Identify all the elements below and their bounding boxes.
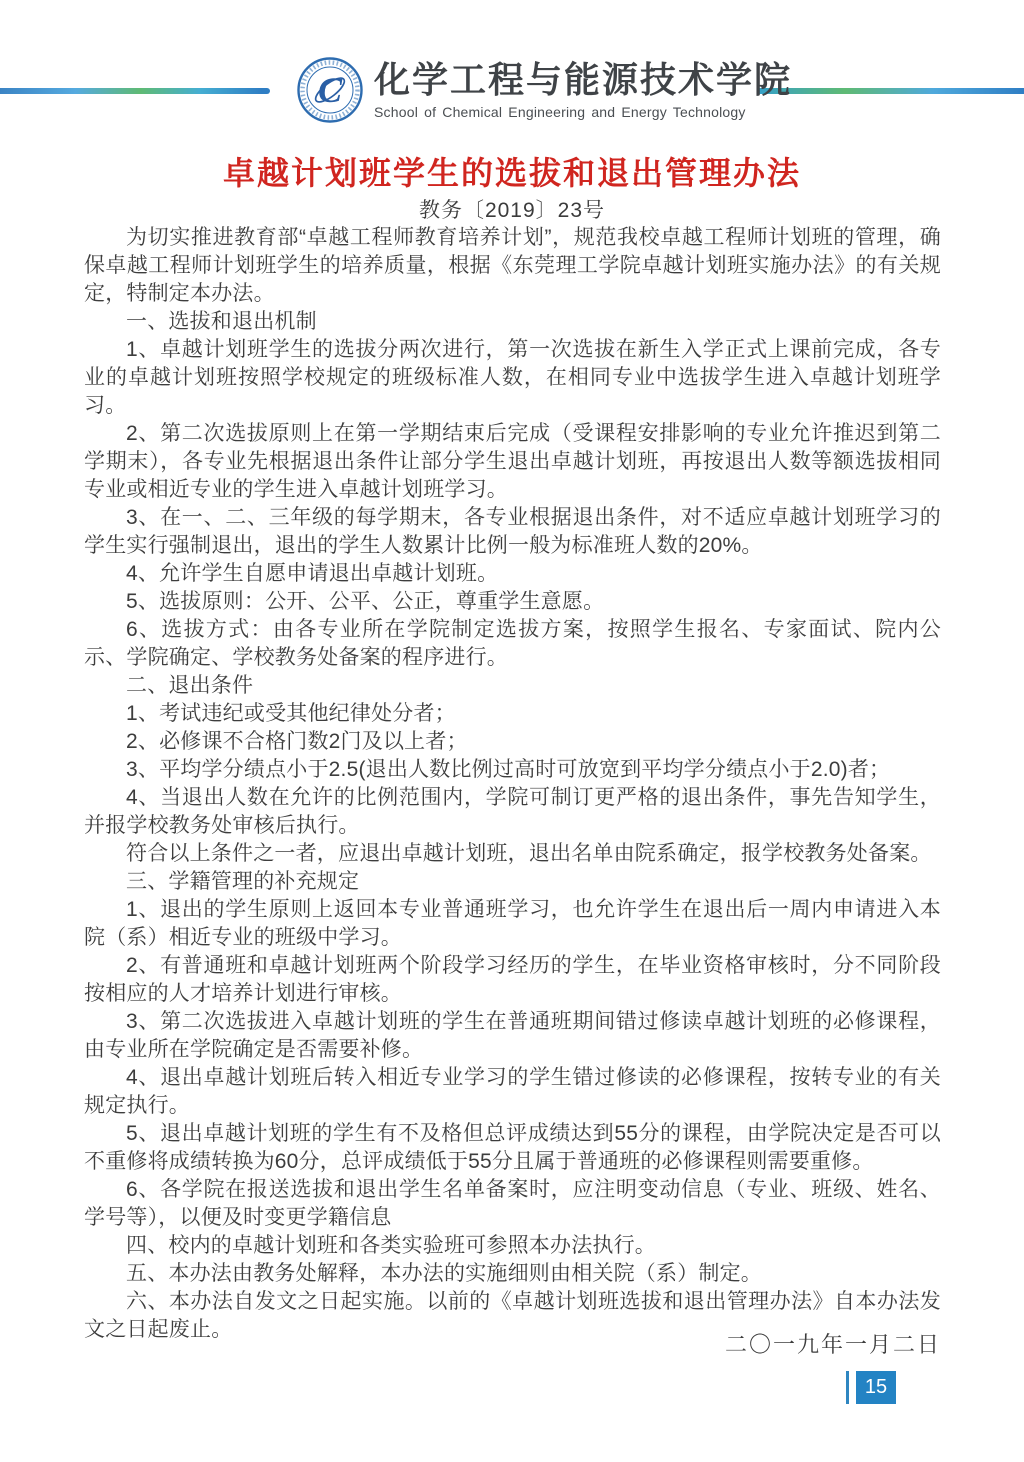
paragraph: 4、允许学生自愿申请退出卓越计划班。 bbox=[126, 562, 499, 585]
paragraph: 一、选拔和退出机制 bbox=[126, 310, 317, 333]
paragraph: 1、卓越计划班学生的选拔分两次进行，第一次选拔在新生入学正式上课前完成，各专业的卓越计划班按照学校规定的班级标准人数，在相同专业中选拔学生进入卓越计划班学习。 bbox=[84, 338, 941, 417]
paragraph: 4、当退出人数在允许的比例范围内，学院可制订更严格的退出条件，事先告知学生，并报学校教务处审核后执行。 bbox=[84, 786, 941, 837]
paragraph: 6、选拔方式：由各专业所在学院制定选拔方案，按照学生报名、专家面试、院内公示、学院确定、学校教务处备案的程序进行。 bbox=[84, 618, 941, 669]
header-rule-right bbox=[757, 88, 1024, 94]
paragraph: 2、必修课不合格门数2门及以上者； bbox=[126, 730, 468, 753]
college-name bbox=[374, 60, 792, 120]
logo-letter: C bbox=[317, 70, 343, 110]
paragraph: 三、学籍管理的补充规定 bbox=[126, 870, 360, 893]
college-name-en: School of Chemical Engineering and Energy Technology bbox=[374, 103, 746, 120]
paragraph: 四、校内的卓越计划班和各类实验班可参照本办法执行。 bbox=[126, 1234, 656, 1257]
paragraph: 为切实推进教育部“卓越工程师教育培养计划”，规范我校卓越工程师计划班的管理，确保卓越工程师计划班学生的培养质量，根据《东莞理工学院卓越计划班实施办法》的有关规定，特制定本办法。 bbox=[84, 226, 941, 305]
paragraph: 符合以上条件之一者，应退出卓越计划班，退出名单由院系确定，报学校教务处备案。 bbox=[126, 842, 932, 865]
paragraph: 5、选拔原则：公开、公平、公正，尊重学生意愿。 bbox=[126, 590, 605, 613]
paragraph: 1、考试违纪或受其他纪律处分者； bbox=[126, 702, 456, 725]
paragraph: 2、第二次选拔原则上在第一学期结束后完成（受课程安排影响的专业允许推迟到第二学期末），各专业先根据退出条件让部分学生退出卓越计划班，再按退出人数等额选拔相同专业或相近专业的学生进入卓越计划班学习。 bbox=[84, 422, 941, 501]
paragraph: 4、退出卓越计划班后转入相近专业学习的学生错过修读的必修课程，按转专业的有关规定执行。 bbox=[84, 1066, 941, 1117]
paragraph: 六、本办法自发文之日起实施。以前的《卓越计划班选拔和退出管理办法》自本办法发文之日起废止。 bbox=[84, 1290, 941, 1341]
paragraph: 6、各学院在报送选拔和退出学生名单备案时，应注明变动信息（专业、班级、姓名、学号等），以便及时变更学籍信息 bbox=[84, 1178, 941, 1229]
document-body bbox=[84, 224, 941, 1344]
page-number-rule bbox=[846, 1371, 849, 1404]
document-date: 二〇一九年一月二日 bbox=[724, 1332, 941, 1357]
college-brand bbox=[296, 56, 792, 124]
paragraph: 1、退出的学生原则上返回本专业普通班学习，也允许学生在退出后一周内申请进入本院（系）相近专业的班级中学习。 bbox=[84, 898, 941, 949]
paragraph: 3、平均学分绩点小于2.5(退出人数比例过高时可放宽到平均学分绩点小于2.0)者； bbox=[126, 758, 891, 781]
paragraph: 5、退出卓越计划班的学生有不及格但总评成绩达到55分的课程，由学院决定是否可以不重修将成绩转换为60分，总评成绩低于55分且属于普通班的必修课程则需要重修。 bbox=[84, 1122, 941, 1173]
header-rule-left bbox=[0, 88, 270, 94]
paragraph: 五、本办法由教务处解释，本办法的实施细则由相关院（系）制定。 bbox=[126, 1262, 762, 1285]
page-number-area bbox=[846, 1371, 896, 1404]
document-title: 卓越计划班学生的选拔和退出管理办法 bbox=[222, 155, 801, 191]
document-number: 教务〔2019〕23号 bbox=[418, 199, 606, 222]
paragraph: 2、有普通班和卓越计划班两个阶段学习经历的学生，在毕业资格审核时，分不同阶段按相应的人才培养计划进行审核。 bbox=[84, 954, 941, 1005]
paragraph: 3、第二次选拔进入卓越计划班的学生在普通班期间错过修读卓越计划班的必修课程，由专业所在学院确定是否需要补修。 bbox=[84, 1010, 941, 1061]
college-name-zh: 化学工程与能源技术学院 bbox=[374, 59, 793, 101]
college-logo-icon bbox=[296, 56, 364, 124]
paragraph: 二、退出条件 bbox=[126, 674, 254, 697]
paragraph: 3、在一、二、三年级的每学期末，各专业根据退出条件，对不适应卓越计划班学习的学生实行强制退出，退出的学生人数累计比例一般为标准班人数的20%。 bbox=[84, 506, 941, 557]
page-number-badge: 15 bbox=[856, 1371, 896, 1404]
